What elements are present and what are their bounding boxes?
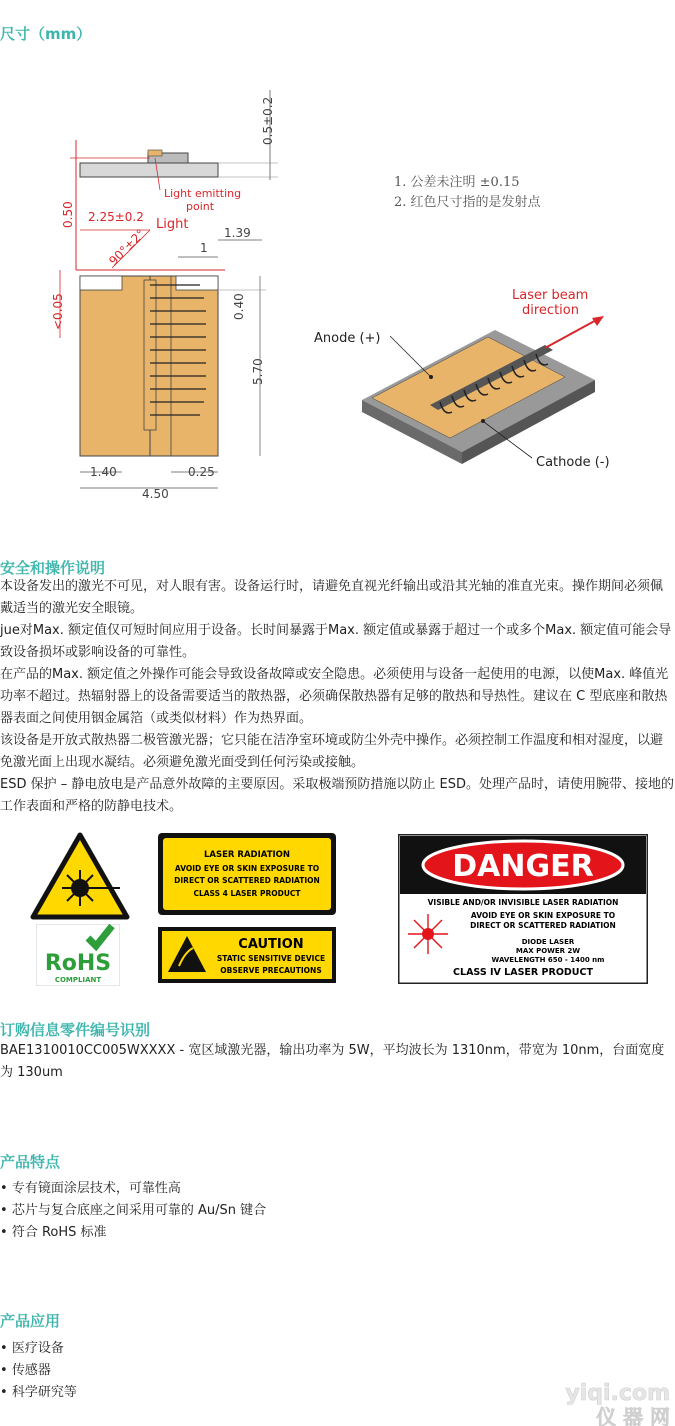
caution-static-sign (157, 926, 337, 984)
danger-class: CLASS IV LASER PRODUCT (453, 967, 593, 978)
rohs-compliant: COMPLIANT (54, 976, 102, 984)
dimension-drawing (0, 80, 675, 510)
applications-list (0, 1338, 77, 1404)
radiation-line: AVOID EYE OR SKIN EXPOSURE TO (174, 864, 320, 873)
caution-line-2: OBSERVE PRECAUTIONS (220, 966, 322, 975)
ordering-text: BAE1310010CC005WXXXX - 宽区域激光器，输出功率为 5W，平均波长为 1310nm，带宽为 10nm，台面宽度为 130um (0, 1043, 665, 1080)
danger-spec: MAX POWER 2W (515, 947, 581, 955)
dim-139: 1.39 (224, 226, 251, 240)
list-item: • 符合 RoHS 标准 (0, 1222, 266, 1244)
emit-label-2: point (186, 200, 215, 213)
dim-angle: 90°±2° (106, 226, 148, 269)
caution-line-1: STATIC SENSITIVE DEVICE (216, 954, 326, 963)
features-list (0, 1178, 266, 1244)
emit-label-1: Light emitting (164, 187, 242, 200)
safety-paragraph: 该设备是开放式散热器二极管激光器；它只能在洁净室环境或防尘外壳中操作。必须控制工作温度和相对湿度，以避免激光面上出现水凝结。必须避免激光面受到任何污染或接触。 (0, 733, 664, 770)
cathode-label: Cathode (-) (536, 455, 610, 470)
ordering-heading: 订购信息零件编号识别 (0, 1021, 151, 1039)
dim-025: 0.25 (188, 465, 215, 479)
site-watermark (546, 1378, 671, 1426)
dimensions-heading: 尺寸（mm） (0, 25, 92, 43)
danger-spec: DIODE LASER (521, 938, 575, 946)
list-item: • 医疗设备 (0, 1338, 77, 1360)
danger-sign (398, 834, 648, 984)
rohs-text: RoHS (44, 951, 112, 976)
list-item: • 科学研究等 (0, 1382, 77, 1404)
laser-dir-2: direction (522, 303, 579, 318)
dim-tol-top: 0.5±0.2 (261, 96, 275, 145)
danger-line: AVOID EYE OR SKIN EXPOSURE TO (470, 911, 616, 920)
list-item: • 传感器 (0, 1360, 77, 1382)
caution-title: CAUTION (238, 937, 304, 952)
radiation-line: DIRECT OR SCATTERED RADIATION (174, 876, 320, 885)
laser-dir-1: Laser beam (512, 288, 589, 303)
safety-paragraph: 本设备发出的激光不可见，对人眼有害。设备运行时，请避免直视光纤输出或沿其光轴的准直光束。操作期间必须佩戴适当的激光安全眼镜。 (0, 579, 664, 616)
note-2: 2. 红色尺寸指的是发射点 (394, 195, 541, 210)
danger-line: VISIBLE AND/OR INVISIBLE LASER RADIATION (427, 898, 619, 907)
list-item: • 芯片与复合底座之间采用可靠的 Au/Sn 键合 (0, 1200, 266, 1222)
safety-paragraph: ESD 保护 – 静电放电是产品意外故障的主要原因。采取极端预防措施以防止 ESD。处理产品时，请使用腕带、接地的工作表面和严格的防静电技术。 (0, 777, 674, 814)
safety-paragraph: 在产品的Max. 额定值之外操作可能会导致设备故障或安全隐患。必须使用与设备一起使用的电源，以使Max. 峰值光功率不超过。热辐射器上的设备需要适当的散热器，必须确保散热器有足够的散热和导热性。建议在 C 型底座和散热器表面之间使用铟金属箔（或类似材料）作为热界面。 (0, 667, 669, 726)
danger-title: DANGER (452, 849, 594, 884)
dim-450: 4.50 (142, 487, 169, 501)
watermark-line-1: yiqi.com (565, 1381, 670, 1406)
dim-050: 0.50 (61, 201, 75, 228)
safety-heading: 安全和操作说明 (0, 559, 106, 577)
dim-1: 1 (200, 241, 208, 255)
radiation-line: LASER RADIATION (204, 850, 290, 860)
laser-radiation-sign (157, 832, 337, 916)
dim-005: <0.05 (51, 293, 65, 330)
danger-spec: WAVELENGTH 650 - 1400 nm (491, 956, 605, 964)
rohs-logo (36, 924, 120, 986)
anode-label: Anode (+) (314, 331, 381, 346)
light-label: Light (156, 217, 189, 232)
dim-040: 0.40 (232, 293, 246, 320)
watermark-line-2: 仪 器 网 (596, 1405, 670, 1426)
safety-text (0, 576, 675, 818)
dim-140: 1.40 (90, 465, 117, 479)
safety-paragraph: jue对Max. 额定值仅可短时间应用于设备。长时间暴露于Max. 额定值或暴露于超过一个或多个Max. 额定值可能会导致设备损坏或影响设备的可靠性。 (0, 623, 672, 660)
features-heading: 产品特点 (0, 1153, 61, 1171)
note-1: 1. 公差未注明 ±0.15 (394, 175, 520, 190)
dim-225: 2.25±0.2 (88, 210, 144, 224)
applications-heading: 产品应用 (0, 1312, 61, 1330)
dim-570: 5.70 (251, 358, 265, 385)
laser-warning-triangle (30, 832, 130, 920)
danger-line: DIRECT OR SCATTERED RADIATION (470, 921, 616, 930)
radiation-line: CLASS 4 LASER PRODUCT (193, 889, 301, 898)
list-item: • 专有镜面涂层技术，可靠性高 (0, 1178, 266, 1200)
